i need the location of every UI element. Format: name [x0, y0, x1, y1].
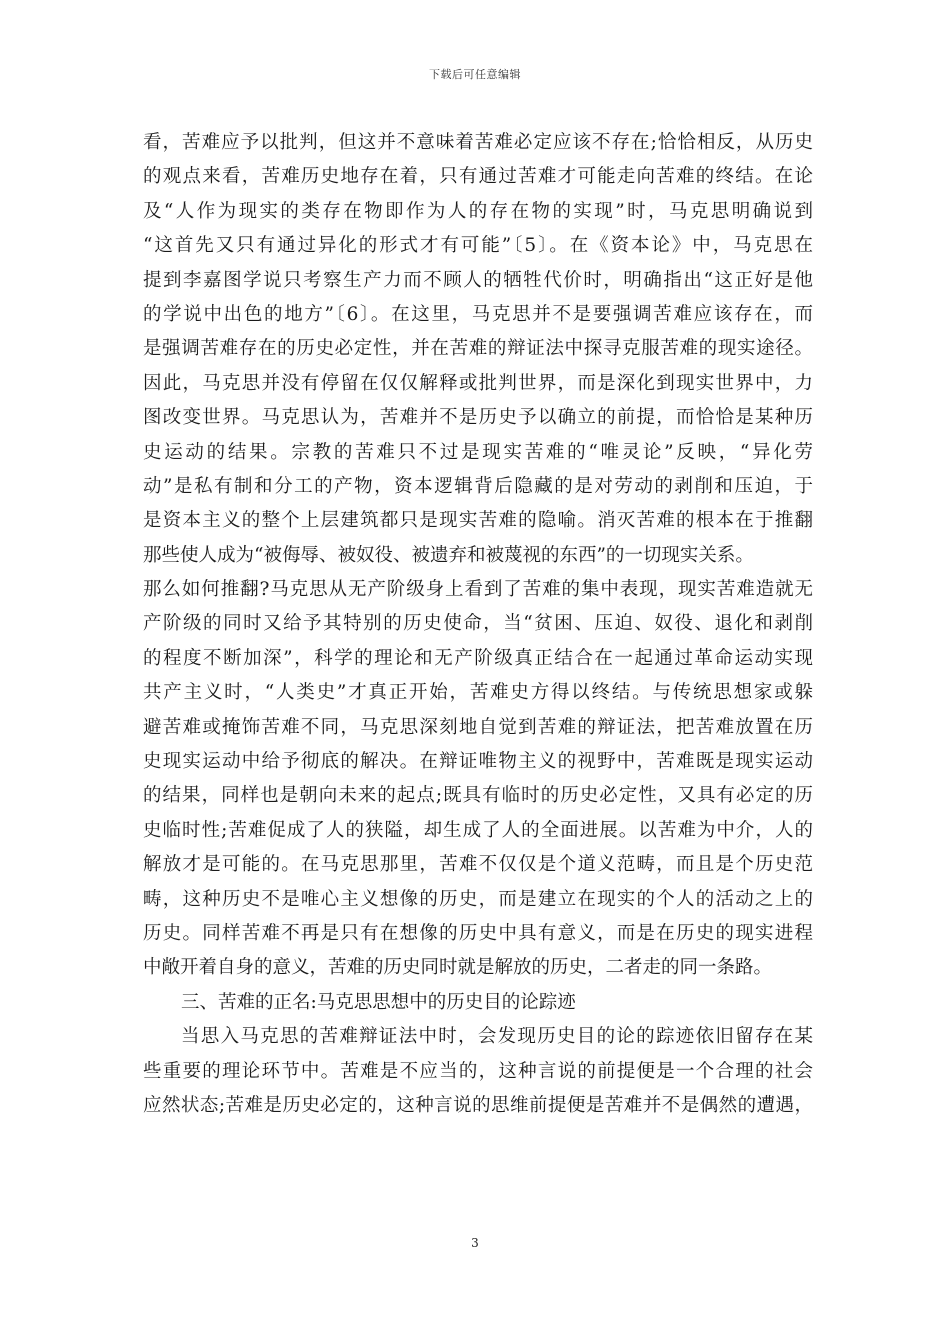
text-line: 看，苦难应予以批判，但这并不意味着苦难必定应该不存在;恰恰相反，从历史: [143, 132, 813, 153]
text-line: 的结果，同样也是朝向未来的起点;既具有临时的历史必定性，又具有必定的历: [143, 785, 813, 807]
text-line: 图改变世界。马克思认为，苦难并不是历史予以确立的前提，而恰恰是某种历: [143, 407, 813, 429]
text-line: 及“人作为现实的类存在物即作为人的存在物的实现”时，马克思明确说到: [143, 200, 813, 222]
text-line: 共产主义时，“人类史”才真正开始，苦难史方得以终结。与传统思想家或躲: [143, 682, 813, 704]
text-line: 史运动的结果。宗教的苦难只不过是现实苦难的“唯灵论”反映，“异化劳: [143, 441, 813, 463]
page-header: 下载后可任意编辑: [429, 68, 521, 81]
text-line: 当思入马克思的苦难辩证法中时，会发现历史目的论的踪迹依旧留存在某: [181, 1026, 813, 1048]
text-line: 是资本主义的整个上层建筑都只是现实苦难的隐喻。消灭苦难的根本在于推翻: [143, 510, 813, 532]
text-line: 的学说中出色的地方”〔6〕。在这里，马克思并不是要强调苦难应该存在，而: [143, 303, 813, 325]
text-line: 畴，这种历史不是唯心主义想像的历史，而是建立在现实的个人的活动之上的: [143, 888, 813, 910]
text-line: 避苦难或掩饰苦难不同，马克思深刻地自觉到苦难的辩证法，把苦难放置在历: [143, 716, 813, 738]
text-line: 那么如何推翻?马克思从无产阶级身上看到了苦难的集中表现，现实苦难造就无: [143, 579, 813, 601]
text-line: 些重要的理论环节中。苦难是不应当的，这种言说的前提便是一个合理的社会: [143, 1060, 813, 1082]
text-line: 的观点来看，苦难历史地存在着，只有通过苦难才可能走向苦难的终结。在论: [143, 166, 813, 188]
text-line: “这首先又只有通过异化的形式才有可能”〔5〕。在《资本论》中，马克思在: [143, 235, 813, 257]
text-line: 的程度不断加深”，科学的理论和无产阶级真正结合在一起通过革命运动实现: [143, 647, 813, 669]
text-line: 是强调苦难存在的历史必定性，并在苦难的辩证法中探寻克服苦难的现实途径。: [143, 338, 813, 360]
text-line: 中敞开着自身的意义，苦难的历史同时就是解放的历史，二者走的同一条路。: [143, 957, 773, 979]
text-line: 因此，马克思并没有停留在仅仅解释或批判世界，而是深化到现实世界中，力: [143, 372, 813, 394]
text-line: 史现实运动中给予彻底的解决。在辩证唯物主义的视野中，苦难既是现实运动: [143, 751, 813, 773]
text-line: 应然状态;苦难是历史必定的，这种言说的思维前提便是苦难并不是偶然的遭遇，: [143, 1094, 813, 1116]
text-line: 产阶级的同时又给予其特别的历史使命，当“贫困、压迫、奴役、退化和剥削: [143, 613, 813, 635]
section-heading: 三、苦难的正名:马克思思想中的历史目的论踪迹: [181, 991, 576, 1013]
page-number: 3: [471, 1236, 479, 1250]
text-line: 那些使人成为“被侮辱、被奴役、被遗弃和被蔑视的东西”的一切现实关系。: [143, 544, 754, 566]
text-line: 解放才是可能的。在马克思那里，苦难不仅仅是个道义范畴，而且是个历史范: [143, 854, 813, 876]
body-text: [143, 126, 813, 1123]
text-line: 历史。同样苦难不再是只有在想像的历史中具有意义，而是在历史的现实进程: [143, 922, 813, 944]
text-line: 史临时性;苦难促成了人的狭隘，却生成了人的全面进展。以苦难为中介，人的: [143, 819, 813, 841]
text-line: 动”是私有制和分工的产物，资本逻辑背后隐藏的是对劳动的剥削和压迫，于: [143, 475, 813, 497]
text-line: 提到李嘉图学说只考察生产力而不顾人的牺牲代价时，明确指出“这正好是他: [143, 269, 813, 291]
